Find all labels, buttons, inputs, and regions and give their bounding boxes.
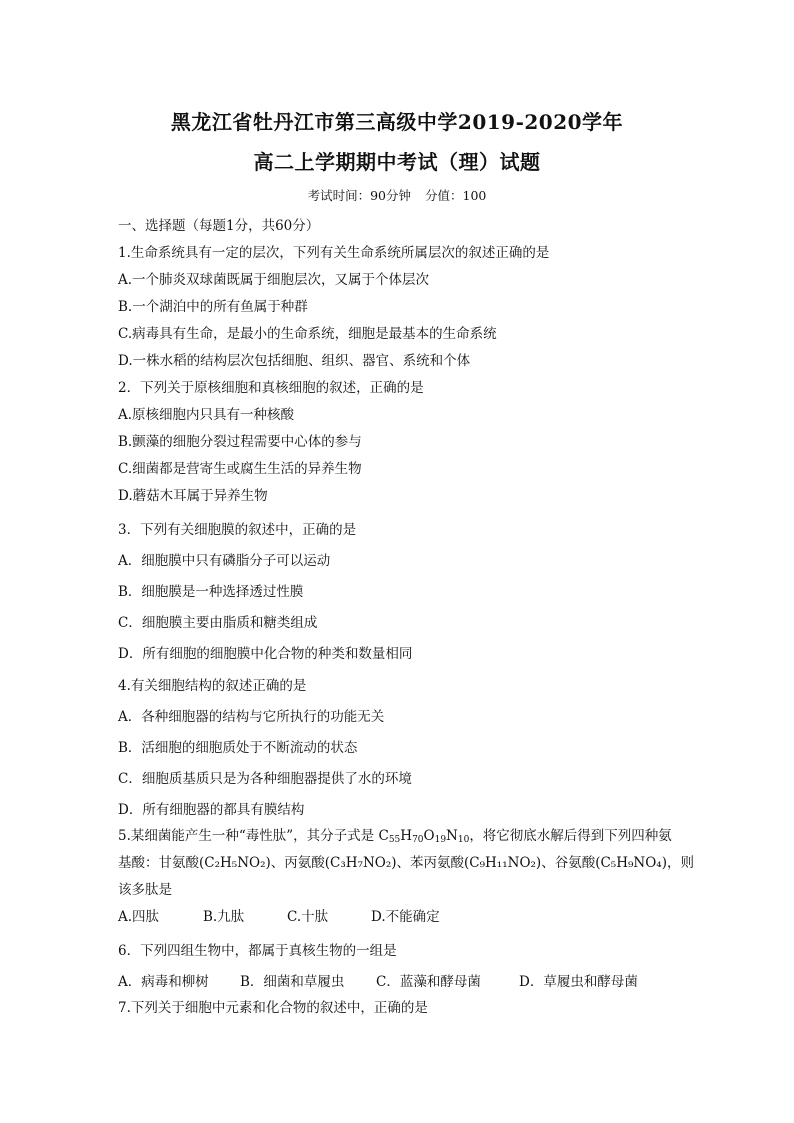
glutamic-acid-formula: (C₅H₉NO₄) xyxy=(595,855,667,871)
alanine-label: 、丙氨酸 xyxy=(270,855,325,871)
q4-option-c: C．细胞质基质只是为各种细胞器提供了水的环境 xyxy=(118,771,412,787)
q2-option-a: A.原核细胞内只具有一种核酸 xyxy=(118,407,295,423)
q2-option-b: B.颤藻的细胞分裂过程需要中心体的参与 xyxy=(118,434,362,450)
full-score: 分值：100 xyxy=(425,188,487,203)
q6-option-b: B．细菌和草履虫 xyxy=(240,974,345,990)
section-heading: 一、选择题（每题1分，共60分） xyxy=(118,218,320,234)
q5-line2-prefix: 基酸：甘氨酸 xyxy=(118,855,199,871)
phenylalanine-label: 、苯丙氨酸 xyxy=(396,855,465,871)
exam-title-line-1: 黑龙江省牡丹江市第三高级中学2019-2020学年 xyxy=(170,110,624,134)
q2-option-d: D.蘑菇木耳属于异养生物 xyxy=(118,488,268,504)
q5-line2-suffix: ，则 xyxy=(666,855,694,871)
q3-option-d: D．所有细胞的细胞膜中化合物的种类和数量相同 xyxy=(118,646,413,662)
q5-stem-line-3: 该多肽是 xyxy=(118,882,172,898)
q1-option-a: A.一个肺炎双球菌既属于细胞层次，又属于个体层次 xyxy=(118,272,430,288)
q2-stem: 2．下列关于原核细胞和真核细胞的叙述，正确的是 xyxy=(118,380,424,396)
exam-meta xyxy=(0,186,794,204)
q1-option-c: C.病毒具有生命，是最小的生命系统，细胞是最基本的生命系统 xyxy=(118,326,497,342)
q6-option-c: C．蓝藻和酵母菌 xyxy=(376,974,481,990)
q4-option-b: B．活细胞的细胞质处于不断流动的状态 xyxy=(118,740,358,756)
q7-stem: 7.下列关于细胞中元素和化合物的叙述中，正确的是 xyxy=(118,1000,428,1016)
glutamic-acid-label: 、谷氨酸 xyxy=(541,855,596,871)
q1-stem: 1.生命系统具有一定的层次，下列有关生命系统所属层次的叙述正确的是 xyxy=(118,245,550,261)
phenylalanine-formula: (C₉H₁₁NO₂) xyxy=(464,855,542,871)
q3-option-c: C．细胞膜主要由脂质和糖类组成 xyxy=(118,615,318,631)
q5-option-b: B.九肽 xyxy=(203,909,245,925)
exam-time: 考试时间：90分钟 xyxy=(307,188,412,203)
q2-option-c: C.细菌都是营寄生或腐生生活的异养生物 xyxy=(118,461,362,477)
q1-option-d: D.一株水稻的结构层次包括细胞、组织、器官、系统和个体 xyxy=(118,353,471,369)
q5-stem-line-2 xyxy=(118,854,694,872)
q3-option-a: A．细胞膜中只有磷脂分子可以运动 xyxy=(118,553,331,569)
q4-stem: 4.有关细胞结构的叙述正确的是 xyxy=(118,678,307,694)
alanine-formula: (C₃H₇NO₂) xyxy=(324,855,397,871)
q1-option-b: B.一个湖泊中的所有鱼属于种群 xyxy=(118,299,308,315)
q5-option-a: A.四肽 xyxy=(118,909,160,925)
q4-option-a: A．各种细胞器的结构与它所执行的功能无关 xyxy=(118,709,385,725)
q5-options xyxy=(118,908,440,926)
q5-stem-suffix: ，将它彻底水解后得到下列四种氨 xyxy=(469,828,672,844)
q3-option-b: B．细胞膜是一种选择透过性膜 xyxy=(118,584,304,600)
toxic-peptide-formula: $C_{55}H_{70}O_{19}N_{10}$ xyxy=(378,828,470,845)
exam-title-line-2: 高二上学期期中考试（理）试题 xyxy=(253,150,541,174)
q3-stem: 3．下列有关细胞膜的叙述中，正确的是 xyxy=(118,522,357,538)
q5-option-c: C.十肽 xyxy=(287,909,329,925)
q6-options xyxy=(118,973,638,991)
q4-option-d: D．所有细胞器的都具有膜结构 xyxy=(118,802,305,818)
glycine-formula: (C₂H₅NO₂) xyxy=(199,855,271,871)
q5-stem-line-1 xyxy=(118,827,672,845)
q6-option-a: A．病毒和柳树 xyxy=(118,974,209,990)
q6-option-d: D．草履虫和酵母菌 xyxy=(519,974,638,990)
q5-stem-prefix: 5.某细菌能产生一种“毒性肽”，其分子式是 xyxy=(118,828,379,844)
q6-stem: 6．下列四组生物中，都属于真核生物的一组是 xyxy=(118,943,397,959)
q5-option-d: D.不能确定 xyxy=(371,909,440,925)
